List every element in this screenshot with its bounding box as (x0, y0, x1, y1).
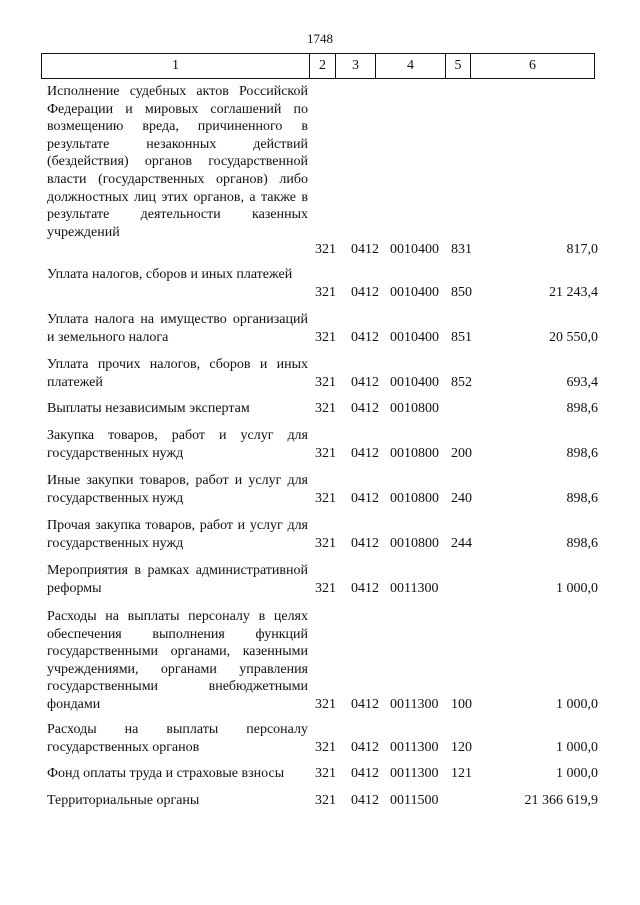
header-col-5: 5 (446, 54, 471, 79)
row-amount: 898,6 (566, 491, 598, 506)
row-amount: 21 366 619,9 (524, 793, 598, 808)
row-section-code: 0412 (351, 697, 379, 712)
row-target-code: 0010400 (390, 242, 439, 257)
row-target-code: 0011500 (390, 793, 439, 808)
row-description: Расходы на выплаты персоналу государственных органов (47, 722, 308, 755)
table-row (0, 517, 640, 562)
row-ministry-code: 321 (315, 285, 336, 300)
row-description: Территориальные органы (47, 793, 200, 808)
header-col-3: 3 (336, 54, 376, 79)
row-ministry-code: 321 (315, 401, 336, 416)
row-description: Фонд оплаты труда и страховые взносы (47, 766, 285, 781)
row-amount: 20 550,0 (549, 330, 598, 345)
row-amount: 898,6 (566, 536, 598, 551)
row-ministry-code: 321 (315, 330, 336, 345)
column-header-table (41, 53, 595, 79)
row-ministry-code: 321 (315, 766, 336, 781)
row-section-code: 0412 (351, 536, 379, 551)
row-ministry-code: 321 (315, 446, 336, 461)
row-type-code: 831 (451, 242, 472, 257)
row-target-code: 0011300 (390, 697, 439, 712)
table-row (0, 608, 640, 721)
row-section-code: 0412 (351, 330, 379, 345)
table-row (0, 266, 640, 311)
row-type-code: 850 (451, 285, 472, 300)
row-ministry-code: 321 (315, 697, 336, 712)
row-ministry-code: 321 (315, 793, 336, 808)
row-target-code: 0010400 (390, 375, 439, 390)
row-section-code: 0412 (351, 491, 379, 506)
row-description: Уплата налога на имущество организаций и земельного налога (47, 312, 308, 345)
row-amount: 1 000,0 (556, 740, 598, 755)
row-amount: 898,6 (566, 401, 598, 416)
row-section-code: 0412 (351, 446, 379, 461)
row-type-code: 852 (451, 375, 472, 390)
header-col-1: 1 (42, 54, 310, 79)
row-description: Прочая закупка товаров, работ и услуг для государственных нужд (47, 518, 308, 551)
row-section-code: 0412 (351, 285, 379, 300)
row-amount: 817,0 (566, 242, 598, 257)
header-col-2: 2 (310, 54, 336, 79)
row-target-code: 0010800 (390, 491, 439, 506)
header-col-6: 6 (471, 54, 595, 79)
row-ministry-code: 321 (315, 581, 336, 596)
row-target-code: 0010800 (390, 401, 439, 416)
table-row (0, 472, 640, 517)
row-description: Уплата прочих налогов, сборов и иных платежей (47, 357, 308, 390)
page-number: 1748 (307, 31, 333, 46)
row-description: Закупка товаров, работ и услуг для государственных нужд (47, 428, 308, 461)
row-ministry-code: 321 (315, 536, 336, 551)
row-amount: 1 000,0 (556, 766, 598, 781)
row-section-code: 0412 (351, 793, 379, 808)
row-amount: 693,4 (566, 375, 598, 390)
row-description: Уплата налогов, сборов и иных платежей (47, 267, 293, 282)
row-section-code: 0412 (351, 375, 379, 390)
row-description: Иные закупки товаров, работ и услуг для государственных нужд (47, 473, 308, 506)
row-section-code: 0412 (351, 401, 379, 416)
table-row (0, 721, 640, 765)
row-target-code: 0011300 (390, 581, 439, 596)
row-type-code: 120 (451, 740, 472, 755)
table-row (0, 792, 640, 819)
table-row (0, 83, 640, 266)
row-amount: 1 000,0 (556, 581, 598, 596)
header-col-4: 4 (376, 54, 446, 79)
row-section-code: 0412 (351, 766, 379, 781)
row-description: Исполнение судебных актов Российской Федерации и мировых соглашений по возмещению вреда, причиненного в результате незаконных действий (бездействия) органов государственной власти (государственных органов) либо должностных лиц этих органов, а также в результате деятельности казенных учреждений (47, 84, 308, 240)
row-target-code: 0010800 (390, 446, 439, 461)
budget-rows (0, 83, 640, 819)
header-row (42, 54, 595, 79)
row-section-code: 0412 (351, 242, 379, 257)
row-amount: 1 000,0 (556, 697, 598, 712)
row-target-code: 0010400 (390, 285, 439, 300)
row-target-code: 0011300 (390, 766, 439, 781)
row-ministry-code: 321 (315, 740, 336, 755)
row-type-code: 200 (451, 446, 472, 461)
row-description: Расходы на выплаты персоналу в целях обеспечения выполнения функций государственными органами, казенными учреждениями, органами управления государственными внебюджетными фондами (47, 609, 308, 712)
row-ministry-code: 321 (315, 491, 336, 506)
row-target-code: 0011300 (390, 740, 439, 755)
table-row (0, 765, 640, 792)
row-type-code: 244 (451, 536, 472, 551)
row-ministry-code: 321 (315, 242, 336, 257)
row-type-code: 100 (451, 697, 472, 712)
row-description: Мероприятия в рамках административной реформы (47, 563, 308, 596)
row-amount: 21 243,4 (549, 285, 598, 300)
row-target-code: 0010400 (390, 330, 439, 345)
table-row (0, 356, 640, 400)
row-type-code: 851 (451, 330, 472, 345)
row-type-code: 240 (451, 491, 472, 506)
row-section-code: 0412 (351, 740, 379, 755)
table-row (0, 311, 640, 356)
row-section-code: 0412 (351, 581, 379, 596)
table-row (0, 427, 640, 472)
row-target-code: 0010800 (390, 536, 439, 551)
row-ministry-code: 321 (315, 375, 336, 390)
row-type-code: 121 (451, 766, 472, 781)
row-description: Выплаты независимым экспертам (47, 401, 250, 416)
row-amount: 898,6 (566, 446, 598, 461)
table-row (0, 400, 640, 427)
table-row (0, 562, 640, 608)
